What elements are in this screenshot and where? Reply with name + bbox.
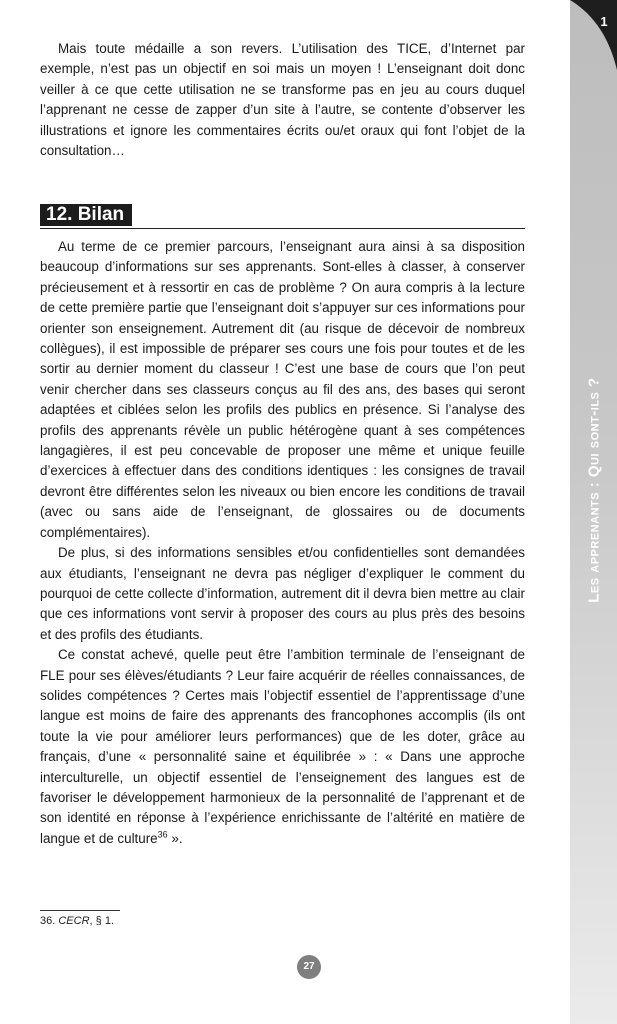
intro-paragraph: Mais toute médaille a son revers. L’utilisation des TICE, d’Internet par exemple, n’est pas un objectif en soi mais un moyen ! L’enseignant doit donc veiller à ce que cette utilisation ne se transforme pas en jeu au cours duquel l’apprenant ne cesse de zapper d’un site à l’autre, se contente d’observer les illustrations et ignore les commentaires écrits ou/et oraux qui font l’objet de la consultation… bbox=[40, 41, 525, 159]
section-heading-bar bbox=[40, 204, 525, 229]
footnote-divider bbox=[40, 910, 120, 911]
body-paragraph-1: Au terme de ce premier parcours, l’enseignant aura ainsi à sa disposition beaucoup d’informations sur ses apprenants. Sont-elles à classer, à conserver précieusement et à ressortir en cas de problème ? On aura compris à la lecture de cette première partie que l’enseignant doit s’appuyer sur ces informations pour orienter son enseignement. Autrement dit (au risque de décevoir de nombreux collègues), il est impossible de préparer ses cours une fois pour toutes et de les sortir au dernier moment du classeur ! C’est une base de cours que l’on peut venir chercher dans ses classeurs conçus au fil des ans, des bases qui seront adaptées et ciblées selon les profils des publics en présence. Si l’analyse des profils des apprenants révèle un public hétérogène quant à ses compétences langagières, il est peu concevable de proposer une même et unique feuille d’exercices à effectuer dans des conditions identiques : les consignes de travail devront être différentes selon les niveaux ou bien encore les conditions de travail (avec ou sans aide de l’enseignant, de glossaires ou de documents complémentaires). bbox=[40, 239, 525, 540]
side-chapter-title bbox=[580, 345, 608, 635]
section-body bbox=[40, 237, 525, 849]
side-chapter-title-text: Les apprenants : Qui sont-ils ? bbox=[585, 377, 603, 603]
section-heading: 12. Bilan bbox=[40, 204, 132, 226]
intro-block bbox=[40, 39, 525, 161]
footnote-rest: , § 1. bbox=[89, 915, 114, 927]
body-paragraph-3 bbox=[40, 645, 525, 849]
body-paragraph-3-text: Ce constat achevé, quelle peut être l’ambition terminale de l’enseignant de FLE pour ses élèves/étudiants ? Leur faire acquérir de réelles connaissances, de solides compétences ? Certes mais l’objectif essentiel de l’apprentissage d’une langue est moins de faire des apprenants des francophones accomplis (ils ont toute la vie pour améliorer leurs performances) que de les doter, grâce au français, d’une « personnalité saine et équilibrée » : « Dans une approche interculturelle, un objectif essentiel de l’enseignement des langues est de favoriser le développement harmonieux de la personnalité de l’apprenant et de son identité en réponse à l’expérience enrichissante de l’altérité en matière de langue et de culture bbox=[40, 647, 525, 846]
body-paragraph-3-end: ». bbox=[167, 830, 183, 846]
body-paragraph-2: De plus, si des informations sensibles et/ou confidentielles sont demandées aux étudiants, l’enseignant ne devra pas négliger d’expliquer le comment du pourquoi de cette collecte d’information, autrement dit il devra bien mettre au clair que ces informations vont servir à proposer des cours au plus près des besoins et des profils des étudiants. bbox=[40, 545, 525, 642]
footnote-number: 36. bbox=[40, 915, 56, 927]
footnote-source: CECR bbox=[58, 915, 90, 927]
footnote-reference[interactable]: 36 bbox=[157, 829, 168, 840]
chapter-number: 1 bbox=[600, 14, 608, 29]
footnote bbox=[40, 915, 114, 927]
page-number: 27 bbox=[297, 955, 321, 979]
